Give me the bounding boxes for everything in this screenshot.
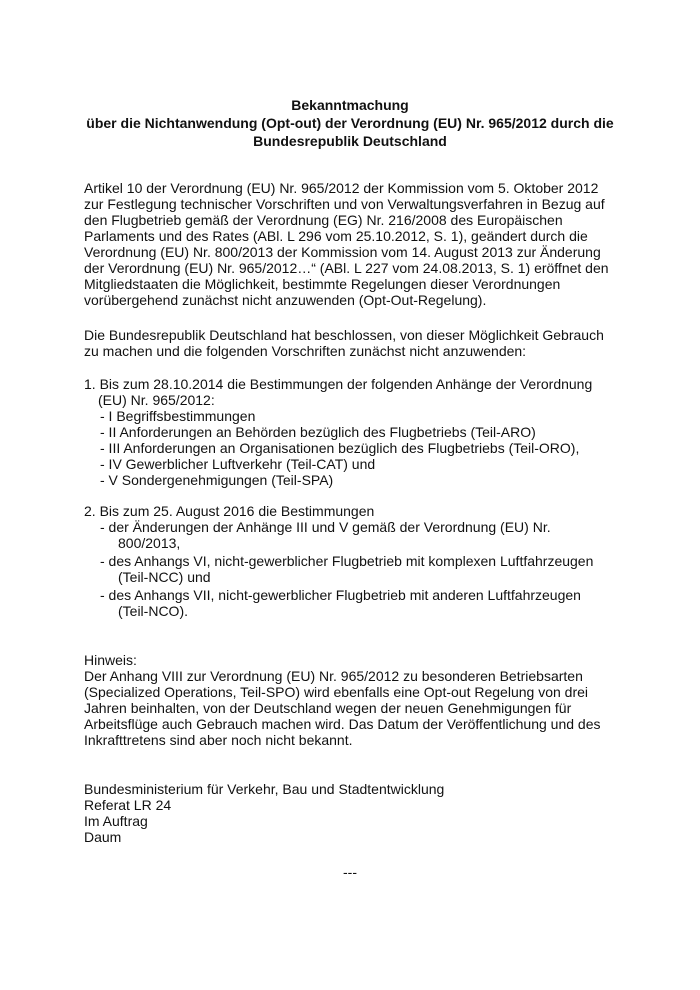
intro-line: Verordnung (EU) Nr. 800/2013 der Kommission vom 14. August 2013 zur Änderung — [84, 244, 601, 260]
item2-heading: 2. Bis zum 25. August 2016 die Bestimmungen — [84, 503, 375, 519]
item2-sub-item: - des Anhangs VI, nicht-gewerblicher Flugbetrieb mit komplexen Luftfahrzeugen — [100, 553, 594, 569]
decision-line: Die Bundesrepublik Deutschland hat beschlossen, von dieser Möglichkeit Gebrauch — [84, 327, 604, 343]
document-title — [60, 96, 640, 150]
intro-line: den Flugbetrieb gemäß der Verordnung (EG) Nr. 216/2008 des Europäischen — [84, 212, 563, 228]
item1-heading: 1. Bis zum 28.10.2014 die Bestimmungen der folgenden Anhänge der Verordnung — [84, 376, 593, 392]
item2-sub-item-cont: (Teil-NCO). — [118, 603, 188, 619]
note-line: Jahren beinhalten, von der Deutschland wegen der neuen Genehmigungen für — [84, 700, 572, 716]
intro-paragraph — [84, 180, 644, 308]
signature-department: Referat LR 24 — [84, 797, 172, 813]
intro-line: Parlaments und des Rates (ABl. L 296 vom 25.10.2012, S. 1), geändert durch die — [84, 228, 588, 244]
intro-line: Artikel 10 der Verordnung (EU) Nr. 965/2012 der Kommission vom 5. Oktober 2012 — [84, 180, 599, 196]
note-line: Der Anhang VIII zur Verordnung (EU) Nr. 965/2012 zu besonderen Betriebsarten — [84, 668, 583, 684]
note-line: (Specialized Operations, Teil-SPO) wird ebenfalls eine Opt-out Regelung von drei — [84, 684, 589, 700]
item1-sub-item: - I Begriffsbestimmungen — [100, 408, 256, 424]
note-heading: Hinweis: — [84, 652, 137, 668]
item1-sub-item: - III Anforderungen an Organisationen bezüglich des Flugbetriebs (Teil-ORO), — [100, 440, 580, 456]
intro-line: der Verordnung (EU) Nr. 965/2012…“ (ABl. L 227 vom 24.08.2013, S. 1) eröffnet den — [84, 260, 609, 276]
item2-sub-item-cont: (Teil-NCC) und — [118, 569, 211, 585]
signature-block — [84, 781, 644, 845]
note-line: Arbeitsflüge auch Gebrauch machen wird. Das Datum der Veröffentlichung und des — [84, 716, 601, 732]
item2-sub-item: - der Änderungen der Anhänge III und V gemäß der Verordnung (EU) Nr. — [100, 519, 551, 535]
signature-ministry: Bundesministerium für Verkehr, Bau und Stadtentwicklung — [84, 781, 445, 797]
signature-name: Daum — [84, 829, 122, 845]
item2-sub-item-cont: 800/2013, — [118, 535, 181, 551]
title-line-1: Bekanntmachung — [291, 97, 409, 113]
item1-heading-cont: (EU) Nr. 965/2012: — [98, 392, 215, 408]
intro-line: zur Festlegung technischer Vorschriften und von Verwaltungsverfahren in Bezug auf — [84, 196, 605, 212]
item1-sub-item: - V Sondergenehmigungen (Teil-SPA) — [100, 472, 334, 488]
decision-line: zu machen und die folgenden Vorschriften zunächst nicht anzuwenden: — [84, 343, 527, 359]
intro-line: Mitgliedstaaten die Möglichkeit, bestimmte Regelungen dieser Verordnungen — [84, 276, 561, 292]
note-paragraph — [84, 652, 644, 748]
intro-line: vorübergehend zunächst nicht anzuwenden (Opt-Out-Regelung). — [84, 292, 487, 308]
title-line-3: Bundesrepublik Deutschland — [253, 133, 447, 149]
end-mark: --- — [343, 864, 357, 880]
item1-sub-item: - IV Gewerblicher Luftverkehr (Teil-CAT) und — [100, 456, 376, 472]
item2-sub-item: - des Anhangs VII, nicht-gewerblicher Flugbetrieb mit anderen Luftfahrzeugen — [100, 587, 581, 603]
note-line: Inkrafttretens sind aber noch nicht bekannt. — [84, 732, 353, 748]
decision-paragraph — [84, 327, 644, 359]
item1-sub-item: - II Anforderungen an Behörden bezüglich des Flugbetriebs (Teil-ARO) — [100, 424, 536, 440]
signature-by-order: Im Auftrag — [84, 813, 148, 829]
title-line-2: über die Nichtanwendung (Opt-out) der Verordnung (EU) Nr. 965/2012 durch die — [86, 115, 614, 131]
